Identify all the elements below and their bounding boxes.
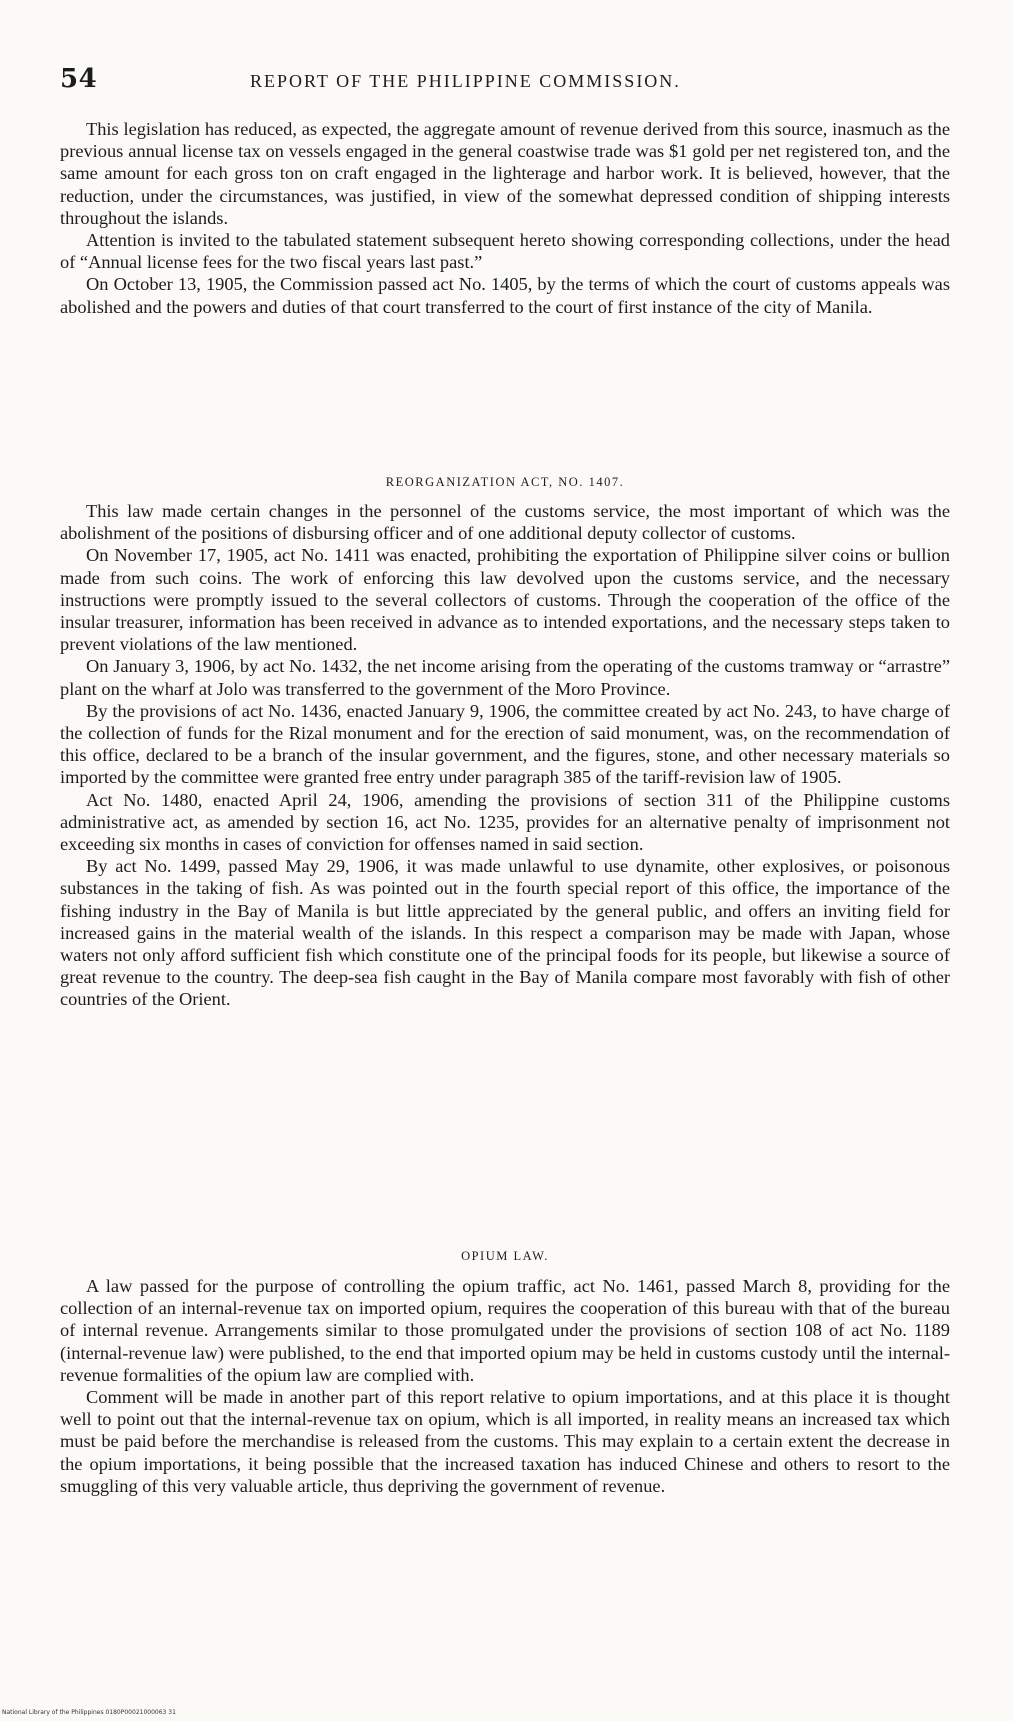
page-number: 54 [60, 64, 98, 94]
paragraph: Attention is invited to the tabulated statement subsequent hereto showing corresponding collections, under the head of “Annual license fees for the two fiscal years last past.” [60, 230, 950, 273]
running-head: REPORT OF THE PHILIPPINE COMMISSION. [250, 71, 681, 91]
section-heading-opium: OPIUM LAW. [461, 1249, 549, 1263]
reorganization-section [60, 500, 950, 1011]
paragraph: On November 17, 1905, act No. 1411 was enacted, prohibiting the exportation of Philippine silver coins or bullion made from such coins. The work of enforcing this law devolved upon the customs service, and the necessary instructions were promptly issued to the several collectors of customs. Through the cooperation of the office of the insular treasurer, information has been received in advance as to intended exportations, and the necessary steps taken to prevent violations of the law mentioned. [60, 545, 950, 655]
paragraph: Comment will be made in another part of this report relative to opium importations, and at this place it is thought well to point out that the internal-revenue tax on opium, which is all imported, in reality means an increased tax which must be paid before the merchandise is released from the customs. This may explain to a certain extent the decrease in the opium importations, it being possible that the increased taxation has induced Chinese and others to resort to the smuggling of this very valuable article, thus depriving the government of revenue. [60, 1387, 950, 1496]
paragraph: On October 13, 1905, the Commission passed act No. 1405, by the terms of which the court of customs appeals was abolished and the powers and duties of that court transferred to the court of first instance of the city of Manila. [60, 274, 950, 317]
source-watermark: National Library of the Philippines 0180P00021000063 31 [2, 1709, 176, 1716]
paragraph: By act No. 1499, passed May 29, 1906, it was made unlawful to use dynamite, other explosives, or poisonous substances in the taking of fish. As was pointed out in the fourth special report of this office, the importance of the fishing industry in the Bay of Manila is but little appreciated by the general public, and offers an inviting field for increased gains in the material wealth of the islands. In this respect a comparison may be made with Japan, whose waters not only afford sufficient fish which constitute one of the principal foods for its people, but likewise a source of great revenue to the country. The deep-sea fish caught in the Bay of Manila compare most favorably with fish of other countries of the Orient. [60, 856, 950, 1010]
paragraph: This law made certain changes in the personnel of the customs service, the most important of which was the abolishment of the positions of disbursing officer and of one additional deputy collector of customs. [60, 501, 950, 544]
paragraph: A law passed for the purpose of controlling the opium traffic, act No. 1461, passed March 8, providing for the collection of an internal-revenue tax on imported opium, requires the cooperation of this bureau with that of the bureau of internal revenue. Arrangements similar to those promulgated under the provisions of section 108 of act No. 1189 (internal-revenue law) were published, to the end that imported opium may be held in customs custody until the internal-revenue formalities of the opium law are complied with. [60, 1276, 950, 1385]
intro-section [60, 118, 950, 318]
opium-section [60, 1275, 950, 1497]
paragraph: Act No. 1480, enacted April 24, 1906, amending the provisions of section 311 of the Philippine customs administrative act, as amended by section 16, act No. 1235, provides for an alternative penalty of imprisonment not exceeding six months in cases of conviction for offenses named in said section. [60, 789, 950, 855]
paragraph: On January 3, 1906, by act No. 1432, the net income arising from the operating of the customs tramway or “arrastre” plant on the wharf at Jolo was transferred to the government of the Moro Province. [60, 656, 950, 699]
paragraph: This legislation has reduced, as expected, the aggregate amount of revenue derived from this source, inasmuch as the previous annual license tax on vessels engaged in the general coastwise trade was $1 gold per net registered ton, and the same amount for each gross ton on craft engaged in the lighterage and harbor work. It is believed, however, that the reduction, under the circumstances, was justified, in view of the somewhat depressed condition of shipping interests throughout the islands. [60, 119, 950, 228]
page-header [60, 64, 950, 98]
section-heading-reorganization: REORGANIZATION ACT, NO. 1407. [385, 475, 625, 489]
paragraph: By the provisions of act No. 1436, enacted January 9, 1906, the committee created by act No. 243, to have charge of the collection of funds for the Rizal monument and for the erection of said monument, was, on the recommendation of this office, declared to be a branch of the insular government, and the figures, stone, and other necessary materials so imported by the committee were granted free entry under paragraph 385 of the tariff-revision law of 1905. [60, 700, 950, 788]
